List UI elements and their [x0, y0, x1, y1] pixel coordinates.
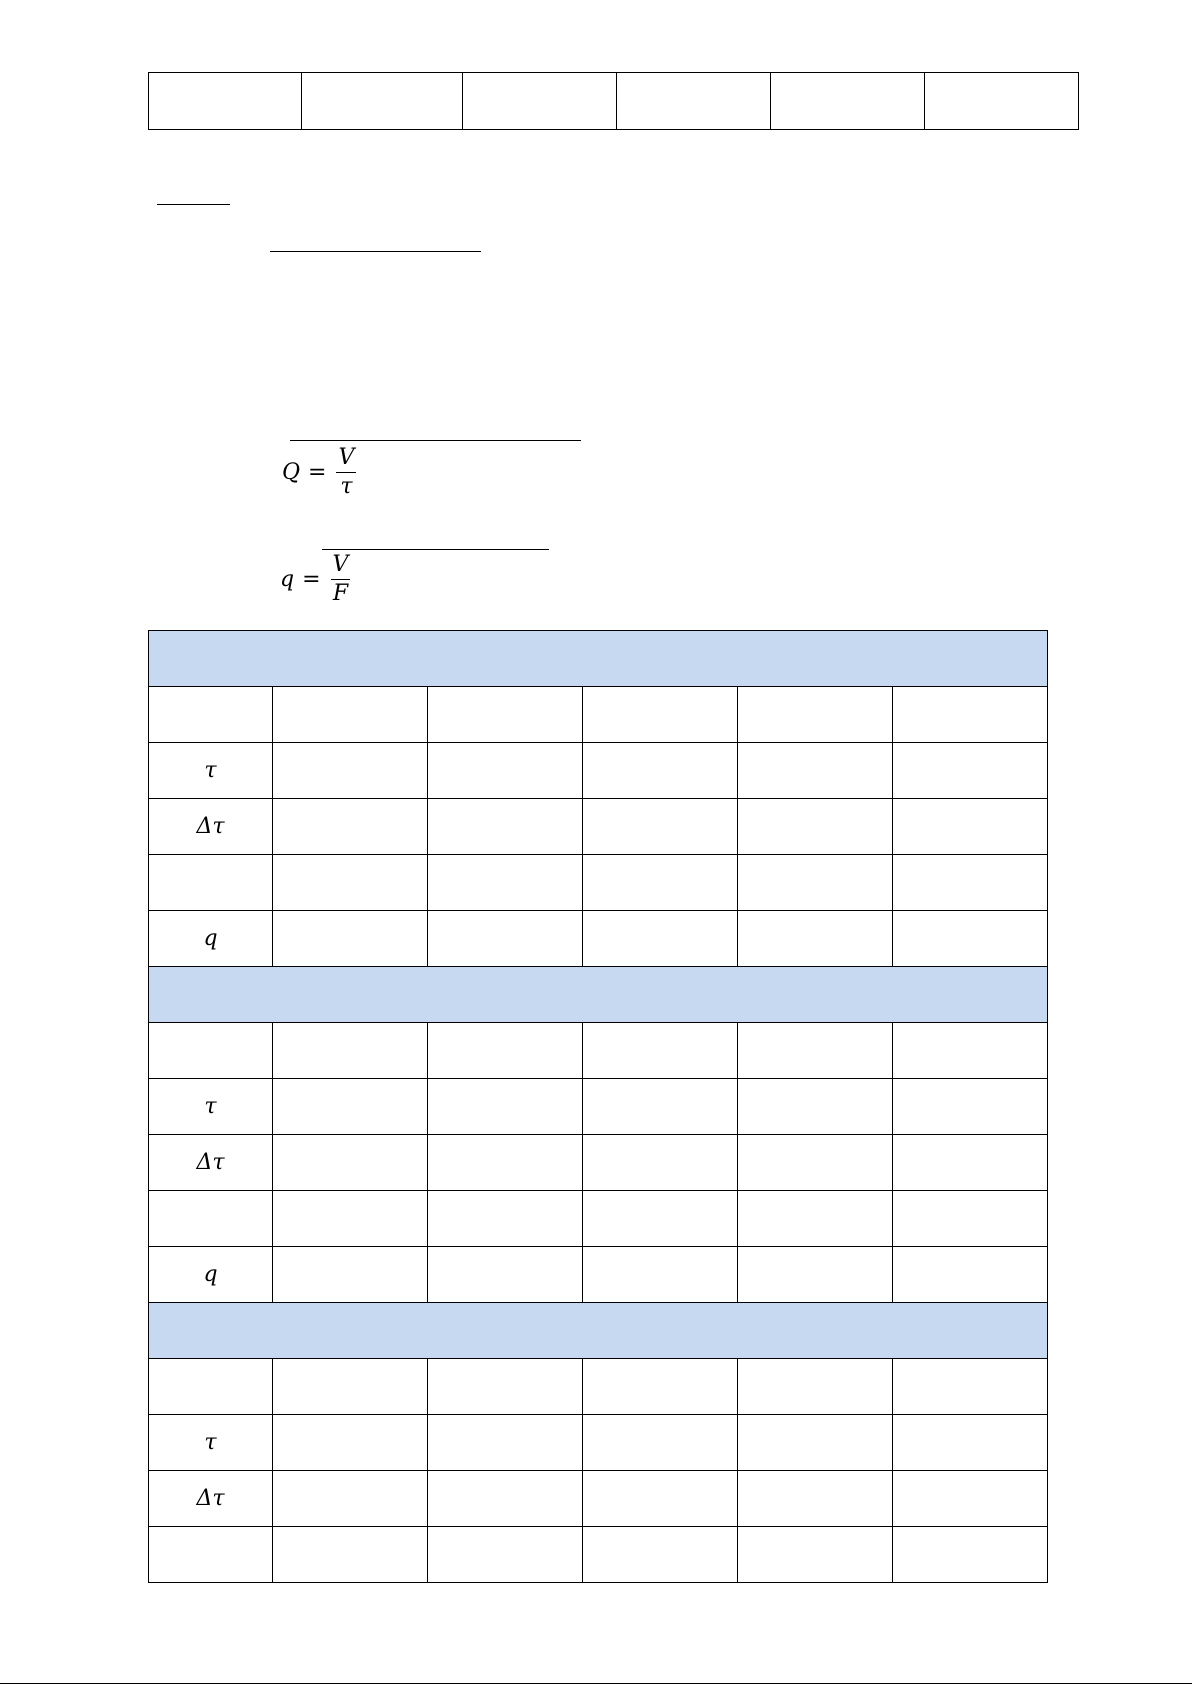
- table-cell: [428, 1023, 583, 1079]
- section-header-cell: [149, 631, 1048, 687]
- table-cell: [583, 1135, 738, 1191]
- table-row: [149, 1079, 1048, 1135]
- table-cell: [428, 1527, 583, 1583]
- row-label: τ: [149, 1415, 273, 1471]
- row-label: q: [149, 1247, 273, 1303]
- table-cell: [893, 855, 1048, 911]
- table-cell: [428, 1471, 583, 1527]
- table-cell: [428, 743, 583, 799]
- table-cell: [428, 1191, 583, 1247]
- table-cell: [893, 687, 1048, 743]
- table-cell: [893, 1471, 1048, 1527]
- table-cell: [738, 687, 893, 743]
- equals-sign: =: [308, 460, 327, 485]
- equals-sign: =: [302, 567, 321, 592]
- table-row: [149, 1023, 1048, 1079]
- table-cell: [893, 1415, 1048, 1471]
- fraction: [331, 553, 351, 606]
- table-cell: [273, 1023, 428, 1079]
- table-row: [149, 687, 1048, 743]
- numerator: V: [336, 446, 356, 473]
- row-label: Δτ: [149, 1135, 273, 1191]
- table-cell: [273, 1191, 428, 1247]
- row-label: τ: [149, 743, 273, 799]
- table-cell: [738, 1415, 893, 1471]
- table-cell: [583, 1247, 738, 1303]
- specific-flow-formula: [280, 553, 350, 606]
- table-cell: [583, 799, 738, 855]
- formula-lhs: q: [280, 567, 295, 592]
- table-cell: [583, 1359, 738, 1415]
- section-header-row: [149, 1303, 1048, 1359]
- row-label: [149, 855, 273, 911]
- table-cell: [893, 743, 1048, 799]
- table-cell: [893, 1135, 1048, 1191]
- table-cell: [583, 1079, 738, 1135]
- table-cell: [428, 1415, 583, 1471]
- formula-overline: [322, 549, 549, 550]
- table-cell: [428, 1359, 583, 1415]
- table-cell: [463, 73, 617, 130]
- formula-lhs: Q: [282, 460, 301, 485]
- table-cell: [738, 743, 893, 799]
- table-cell: [149, 73, 302, 130]
- table-cell: [583, 855, 738, 911]
- table-cell: [893, 1079, 1048, 1135]
- table-cell: [583, 1023, 738, 1079]
- row-label: [149, 1359, 273, 1415]
- row-label: Δτ: [149, 1471, 273, 1527]
- table-row: [149, 855, 1048, 911]
- row-label: [149, 687, 273, 743]
- table-row: [149, 1527, 1048, 1583]
- row-label: q: [149, 911, 273, 967]
- table-cell: [893, 1247, 1048, 1303]
- table-cell: [893, 1191, 1048, 1247]
- table-row: [149, 911, 1048, 967]
- table-cell: [302, 73, 463, 130]
- row-label: [149, 1023, 273, 1079]
- table-cell: [893, 1359, 1048, 1415]
- table-cell: [273, 1135, 428, 1191]
- table-cell: [428, 1079, 583, 1135]
- table-cell: [583, 1471, 738, 1527]
- table-cell: [738, 1079, 893, 1135]
- table-row: [149, 1415, 1048, 1471]
- table-row: [149, 73, 1079, 130]
- table-cell: [273, 911, 428, 967]
- numerator: V: [331, 553, 351, 580]
- table-cell: [273, 1471, 428, 1527]
- formula-overline: [290, 440, 581, 441]
- table-cell: [583, 1527, 738, 1583]
- table-row: [149, 799, 1048, 855]
- table-cell: [428, 911, 583, 967]
- table-row: [149, 1247, 1048, 1303]
- table-cell: [738, 1359, 893, 1415]
- table-cell: [893, 911, 1048, 967]
- table-cell: [273, 1359, 428, 1415]
- data-table: [148, 630, 1048, 1583]
- flow-rate-formula: [282, 446, 356, 499]
- row-label: τ: [149, 1079, 273, 1135]
- table-cell: [273, 687, 428, 743]
- top-table: [148, 72, 1079, 130]
- table-cell: [893, 799, 1048, 855]
- table-cell: [273, 799, 428, 855]
- table-row: [149, 1359, 1048, 1415]
- table-cell: [273, 855, 428, 911]
- table-cell: [583, 743, 738, 799]
- fraction: [336, 446, 356, 499]
- page-bottom-rule: [0, 1683, 1192, 1684]
- table-cell: [738, 799, 893, 855]
- section-header-row: [149, 967, 1048, 1023]
- table-row: [149, 1135, 1048, 1191]
- table-cell: [273, 743, 428, 799]
- table-row: [149, 1191, 1048, 1247]
- table-cell: [771, 73, 925, 130]
- table-cell: [273, 1079, 428, 1135]
- table-cell: [738, 855, 893, 911]
- table-cell: [738, 1527, 893, 1583]
- table-cell: [583, 1191, 738, 1247]
- table-cell: [428, 1247, 583, 1303]
- section-header-cell: [149, 967, 1048, 1023]
- table-cell: [893, 1527, 1048, 1583]
- table-cell: [428, 1135, 583, 1191]
- table-cell: [738, 1191, 893, 1247]
- table-cell: [583, 1415, 738, 1471]
- subheading-underline: [270, 251, 481, 252]
- table-row: [149, 743, 1048, 799]
- row-label: [149, 1191, 273, 1247]
- table-cell: [738, 911, 893, 967]
- denominator: F: [332, 581, 349, 606]
- table-cell: [893, 1023, 1048, 1079]
- table-cell: [738, 1135, 893, 1191]
- table-cell: [925, 73, 1079, 130]
- table-cell: [583, 687, 738, 743]
- table-cell: [428, 799, 583, 855]
- section-header-cell: [149, 1303, 1048, 1359]
- section-header-row: [149, 631, 1048, 687]
- table-cell: [273, 1527, 428, 1583]
- table-cell: [738, 1023, 893, 1079]
- table-cell: [428, 687, 583, 743]
- row-label: [149, 1527, 273, 1583]
- table-cell: [583, 911, 738, 967]
- table-cell: [617, 73, 771, 130]
- heading-underline: [157, 204, 230, 205]
- row-label: Δτ: [149, 799, 273, 855]
- table-cell: [273, 1247, 428, 1303]
- table-row: [149, 1471, 1048, 1527]
- table-cell: [738, 1247, 893, 1303]
- denominator: τ: [340, 474, 353, 499]
- table-cell: [273, 1415, 428, 1471]
- table-cell: [738, 1471, 893, 1527]
- table-cell: [428, 855, 583, 911]
